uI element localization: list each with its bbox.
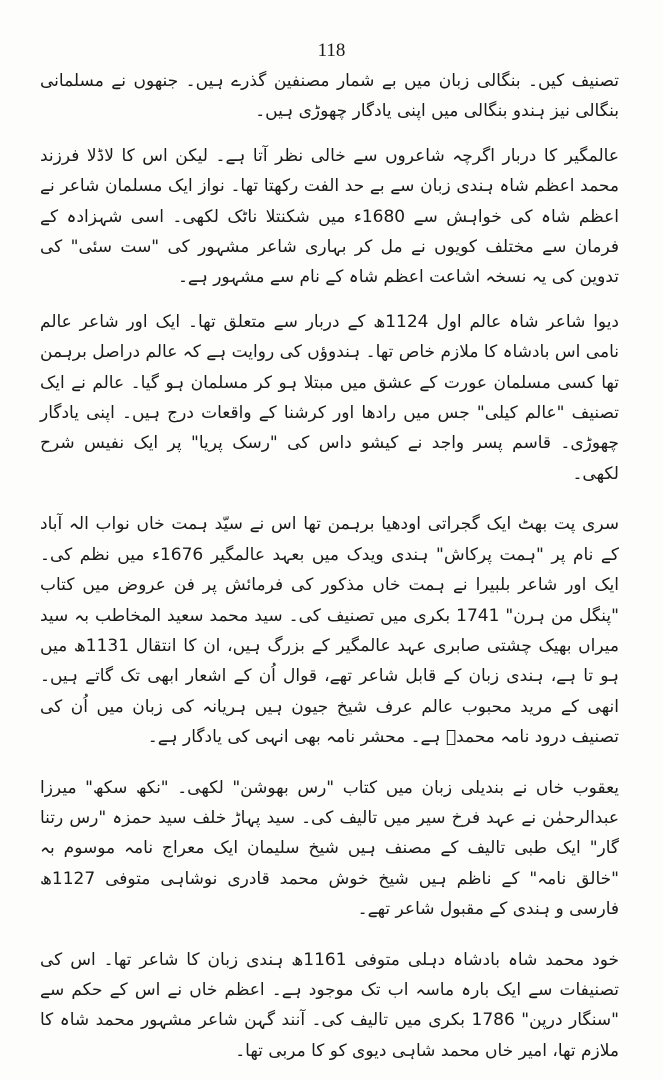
paragraph-spacer bbox=[40, 489, 619, 509]
paragraph-spacer bbox=[40, 293, 619, 307]
paragraph-4: سری پت بھٹ ایک گجراتی اودھیا برہمن تھا اس نے سیّد ہمت خاں نواب الہ آباد کے نام پر "ہمت پرکاش" ہندی ویدک میں بعہد عالمگیر 1676ء میں نظم کی۔ ایک اور شاعر بلبیرا نے ہمت خاں مذکور کی فرمائش پر فن عروض میں کتاب "پنگل من ہرن" 1741 بکری میں تصنیف کی۔ سید محمد سعید المخاطب بہ سید میراں بھیک چشتی صابری عہد عالمگیر کے بزرگ ہیں، ان کا انتقال 1131ھ میں ہو تا ہے، ہندی زبان کے قابل شاعر تھے، قوال اُن کے اشعار ابھی تک گاتے ہیں۔ انھی کے مرید محبوب عالم عرف شیخ جیون ہیں ہریانہ کی زبان میں اُن کی تصنیف درود نامہ محمدؐ ہے۔ محشر نامہ بھی انہی کی یادگار ہے۔ bbox=[40, 514, 620, 748]
paragraph-spacer bbox=[40, 127, 619, 141]
paragraph-5: یعقوب خاں نے بندیلی زبان میں کتاب "رس بھوشن" لکھی۔ "نکھ سکھ" میرزا عبدالرحمٰن نے عہد فرخ سیر میں تالیف کی۔ سید پہاڑ خلف سید حمزہ "رس رتنا گار" ایک طبی تالیف کے مصنف ہیں شیخ سلیمان ایک معراج نامہ موسوم بہ "خالق نامہ" کے ناظم ہیں شیخ خوش محمد قادری نوشاہی متوفی 1127ھ فارسی و ہندی کے مقبول شاعر تھے۔ bbox=[40, 777, 619, 920]
paragraph-spacer bbox=[40, 753, 619, 773]
page-body bbox=[40, 66, 619, 1066]
paragraph-3: دیوا شاعر شاہ عالم اول 1124ھ کے دربار سے متعلق تھا۔ ایک اور شاعر عالم نامی اس بادشاہ کا ملازم خاص تھا۔ ہندوؤں کی روایت ہے کہ عالم دراصل برہمن تھا کسی مسلمان عورت کے عشق میں مبتلا ہو کر مسلمان ہو گیا۔ عالم نے ایک تصنیف "عالم کیلی" جس میں رادھا اور کرشنا کے واقعات درج ہیں۔ اپنی یادگار چھوڑی۔ قاسم پسر واجد نے کیشو داس کی "رسک پریا" پر ایک نفیس شرح لکھی۔ bbox=[40, 311, 619, 484]
page-number: 118 bbox=[317, 40, 346, 61]
paragraph-2: عالمگیر کا دربار اگرچہ شاعروں سے خالی نظر آتا ہے۔ لیکن اس کا لاڈلا فرزند محمد اعظم شاہ ہندی زبان سے بے حد الفت رکھتا تھا۔ نواز ایک مسلمان شاعر نے اعظم شاہ کی خواہش سے 1680ء میں شکنتلا ناٹک لکھی۔ اسی شہزادہ کے فرمان سے مختلف کویوں نے مل کر بہاری شاعر مشہور کی "ست سئی" کی تدوین کی یہ نسخہ اشاعت اعظم شاہ کے نام سے مشہور ہے۔ bbox=[40, 145, 619, 288]
paragraph-spacer bbox=[40, 925, 619, 945]
paragraph-6: خود محمد شاہ بادشاہ دہلی متوفی 1161ھ ہندی زبان کا شاعر تھا۔ اس کی تصنیفات سے ایک بارہ ماسہ اب تک موجود ہے۔ اعظم خاں نے اس کے حکم سے "سنگار درپن" 1786 بکری میں تالیف کی۔ آنند گہن شاعر مشہور محمد شاہ کا ملازم تھا، امیر خاں محمد شاہی دیوی کو کا مربی تھا۔ bbox=[40, 949, 619, 1061]
paragraph-1: تصنیف کیں۔ بنگالی زبان میں بے شمار مصنفین گذرے ہیں۔ جنھوں نے مسلمانی بنگالی نیز ہندو بنگالی میں اپنی یادگار چھوڑی ہیں۔ bbox=[40, 71, 619, 122]
